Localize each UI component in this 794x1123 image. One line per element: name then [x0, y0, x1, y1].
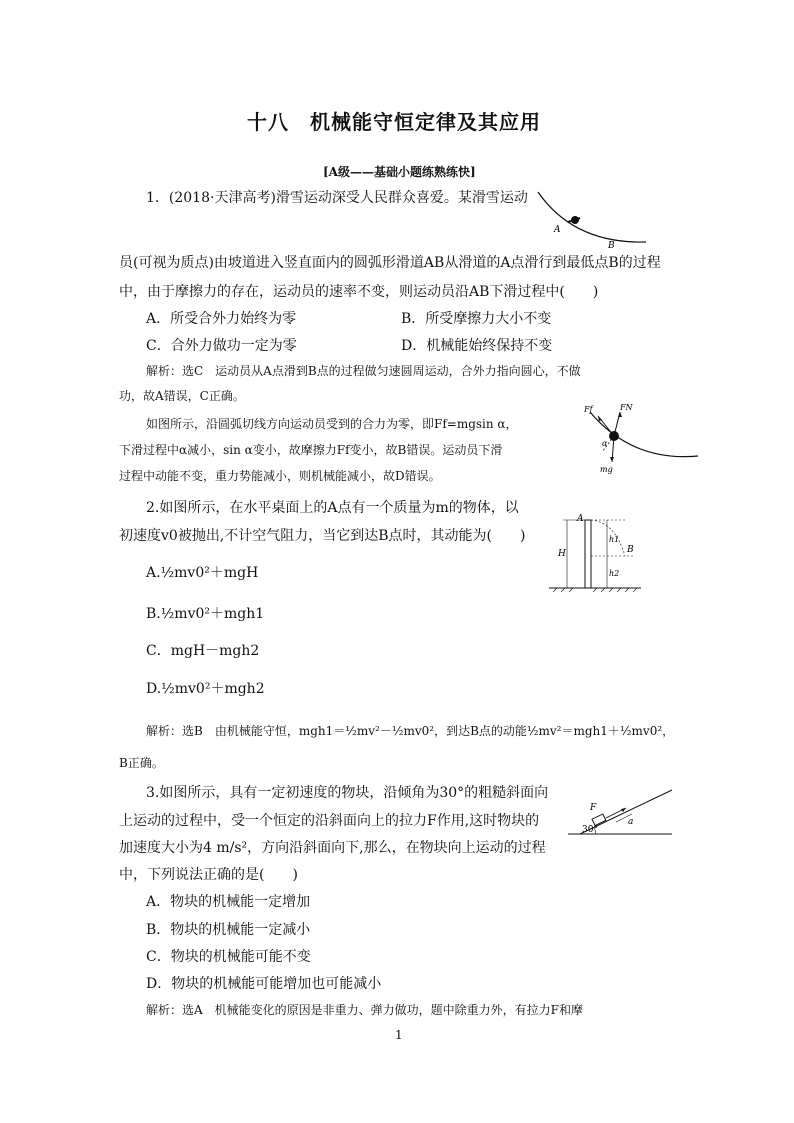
q1-force-diagram: [572, 398, 702, 476]
fig2-label-h2: h2: [609, 569, 620, 578]
fig1-label-b: B: [608, 241, 615, 251]
fig1b-label-fn: FN: [620, 403, 633, 412]
q3-line1: 3.如图所示，具有一定初速度的物块，沿倾角为30°的粗糙斜面向: [146, 785, 549, 801]
q1-solution-line2: 功，故A错误，C正确。: [119, 389, 245, 403]
q3-option-c: C．物块的机械能可能不变: [146, 949, 311, 965]
q2-solution-line2: B正确。: [119, 756, 164, 770]
q3-option-a: A．物块的机械能一定增加: [146, 894, 311, 910]
q3-solution-line1: 解析：选A 机械能变化的原因是非重力、弹力做功，题中除重力外，有拉力F和摩: [146, 1003, 583, 1017]
q1-solution-line4: 下滑过程中α减小，sin α变小，故摩擦力Ff变小，故B错误。运动员下滑: [119, 443, 503, 457]
q1-line3: 中，由于摩擦力的存在，运动员的速率不变，则运动员沿AB下滑过程中( ): [119, 284, 599, 300]
q1-option-d: D．机械能始终保持不变: [401, 338, 553, 354]
q1-line2: 员(可视为质点)由坡道进入竖直面内的圆弧形滑道AB从滑道的A点滑行到最低点B的过程: [119, 255, 661, 271]
q3-line4: 中，下列说法正确的是( ): [119, 867, 298, 883]
q3-option-b: B．物块的机械能一定减小: [146, 922, 311, 938]
q3-line3: 加速度大小为4 m/s²，方向沿斜面向下,那么，在物块向上运动的过程: [119, 840, 546, 856]
q2-line1: 2.如图所示，在水平桌面上的A点有一个质量为m的物体，以: [146, 500, 519, 516]
q1-option-a: A．所受合外力始终为零: [146, 311, 297, 327]
q1-solution-line5: 过程中动能不变，重力势能减小，则机械能减小，故D错误。: [119, 469, 441, 483]
q1-solution-line1: 解析：选C 运动员从A点滑到B点的过程做匀速圆周运动，合外力指向圆心，不做: [146, 364, 581, 378]
fig2-label-h1: h1: [609, 535, 620, 544]
fig1-label-a: A: [554, 225, 561, 235]
fig1b-label-ff: Ff: [584, 405, 593, 414]
fig3-label-f: F: [590, 803, 597, 813]
q1-line1: 1．(2018·天津高考)滑雪运动深受人民群众喜爱。某滑雪运动: [146, 190, 528, 206]
q1-ski-slope-figure: [534, 188, 654, 258]
section-heading: [A级——基础小题练熟练快]: [323, 165, 476, 179]
q1-solution-line3: 如图所示，沿圆弧切线方向运动员受到的合力为零，即Ff=mgsin α，: [146, 417, 518, 431]
q3-incline-figure: [566, 788, 676, 838]
q2-table-figure: [545, 512, 645, 592]
fig3-label-angle: 30°: [582, 825, 598, 835]
fig2-label-h: H: [558, 549, 566, 559]
q2-option-a: A.½mv0²＋mgH: [146, 565, 259, 581]
q1-option-c: C．合外力做功一定为零: [146, 338, 297, 354]
q1-option-b: B．所受摩擦力大小不变: [401, 311, 552, 327]
fig1b-label-alpha: α: [602, 439, 608, 448]
q3-option-d: D．物块的机械能可能增加也可能减小: [146, 976, 382, 992]
q2-option-d: D.½mv0²＋mgh2: [146, 681, 265, 697]
page-title: 十八 机械能守恒定律及其应用: [247, 110, 541, 134]
q2-option-b: B.½mv0²＋mgh1: [146, 606, 265, 622]
q2-solution-line1: 解析：选B 由机械能守恒，mgh1＝½mv²－½mv0²，到达B点的动能½mv²＝mgh1＋½mv0²，: [146, 724, 675, 738]
q2-option-c: C．mgH－mgh2: [146, 643, 260, 659]
q3-line2: 上运动的过程中，受一个恒定的沿斜面向上的拉力F作用,这时物块的: [119, 813, 540, 829]
fig2-label-b: B: [627, 545, 634, 555]
page-number: 1: [395, 1028, 403, 1042]
q2-line2: 初速度v0被抛出,不计空气阻力，当它到达B点时，其动能为( ): [119, 528, 526, 544]
fig1b-label-mg: mg: [600, 465, 613, 474]
fig2-label-a: A: [577, 514, 584, 524]
fig3-label-a: a: [628, 817, 634, 827]
